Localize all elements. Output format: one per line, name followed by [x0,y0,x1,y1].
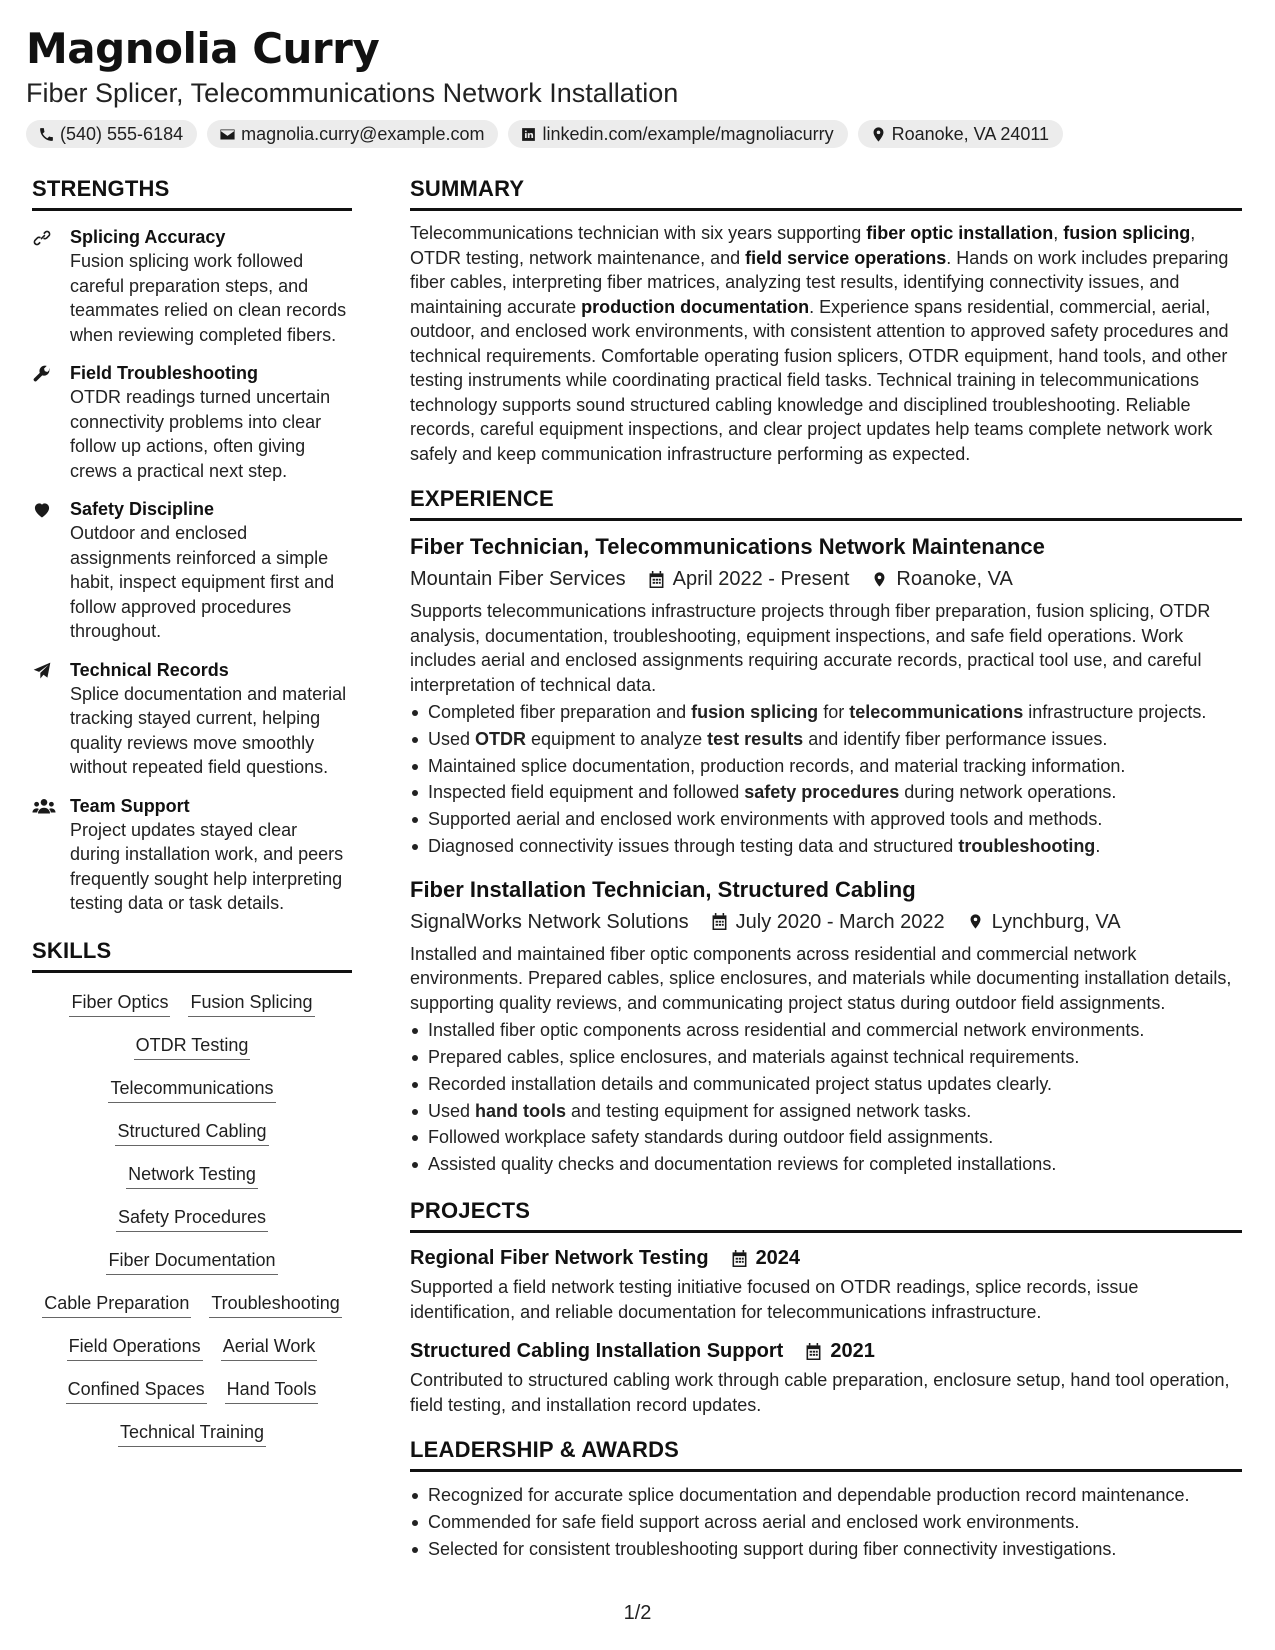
map-pin-icon [967,912,984,931]
job-description: Supports telecommunications infrastructure projects through fiber preparation, fusion splicing, OTDR analysis, documentation, troubleshooting, equipment inspections, and safe field operations. Work includes aerial and enclosed assignments requiring accurate records, practical tool use, and careful interpretation of technical data. [410,601,1211,695]
job-description: Installed and maintained fiber optic components across residential and commercial network environments. Prepared cables, splice enclosures, and materials while documenting installation details, supporting quality reviews, and communicating project status during outdoor field assignments. [410,943,1232,1013]
strength-item [32,225,352,347]
strength-item [32,361,352,483]
strength-title: Field Troubleshooting [70,363,258,383]
skill-tag: Structured Cabling [115,1120,268,1146]
skills-heading: SKILLS [32,938,352,973]
leadership-list [410,1482,1242,1562]
job-bullets [410,1017,1242,1178]
job-dates: April 2022 - Present [672,568,850,590]
body-text: Recorded installation details and communicated project status updates clearly. [428,1073,1053,1094]
calendar-icon [648,570,665,589]
list-item: Recognized for accurate splice documentation and dependable production record maintenance. [410,1482,1242,1509]
skill-tag: Technical Training [118,1421,266,1447]
body-text: and identify fiber performance issues. [803,728,1108,749]
body-text: Followed workplace safety standards during outdoor field assignments. [428,1127,994,1148]
project-title-row [410,1245,1242,1271]
job-company: Mountain Fiber Services [410,568,626,590]
skill-tag: Hand Tools [225,1378,319,1404]
strength-item [32,497,352,644]
strength-title: Splicing Accuracy [70,227,226,247]
skill-tag: Troubleshooting [209,1292,341,1318]
users-icon [32,797,56,817]
body-text: Maintained splice documentation, production records, and material tracking information. [428,755,1126,776]
project-description: Contributed to structured cabling work through cable preparation, enclosure setup, hand tool operation, field testing, and installation record updates. [410,1370,1230,1415]
paper-plane-icon [32,661,52,681]
list-item [410,1151,1242,1178]
skill-tag: Safety Procedures [116,1206,268,1232]
emphasis-text: fusion splicing [1063,223,1191,243]
list-item [410,753,1242,780]
experience-heading: EXPERIENCE [410,486,1242,521]
job-company: SignalWorks Network Solutions [410,910,689,933]
map-pin-icon [870,126,887,143]
list-item [410,833,1242,860]
linkedin-text: linkedin.com/example/magnoliacurry [542,123,834,144]
body-text: equipment to analyze [526,728,708,749]
page-number: 1/2 [623,1602,652,1624]
skills-list [32,991,352,1447]
right-column [410,176,1242,1562]
strength-title: Technical Records [70,659,229,680]
contact-bar [26,120,1256,148]
skill-tag: Field Operations [67,1335,203,1361]
projects-list [410,1245,1242,1417]
email-text: magnolia.curry@example.com [241,123,485,144]
strength-desc: OTDR readings turned uncertain connectivity problems into clear follow up actions, often giving crews a practical next step. [70,387,331,481]
body-text: Assisted quality checks and documentation reviews for completed installations. [428,1154,1057,1175]
candidate-name: Magnolia Curry [26,24,380,73]
skill-row [36,1292,348,1318]
emphasis-text: fiber optic installation [866,223,1054,243]
body-text: , [1053,223,1064,243]
skill-row [36,1421,348,1447]
strength-title: Team Support [70,795,190,816]
skill-tag: Fiber Documentation [106,1249,277,1275]
body-text: Telecommunications technician with six years supporting [410,223,867,243]
summary-heading: SUMMARY [410,176,1242,211]
resume-header [26,22,1256,148]
job-meta [410,908,1242,936]
candidate-title: Fiber Splicer, Telecommunications Network Installation [26,78,679,108]
skill-tag: Telecommunications [108,1077,275,1103]
phone-icon [38,126,55,143]
link-icon [32,228,52,248]
skill-row [36,1378,348,1404]
list-item [410,1124,1242,1151]
body-text: Completed fiber preparation and [428,702,692,722]
body-text: . Experience spans residential, commercial, aerial, outdoor, and enclosed work environments, with consistent attention to approved safety procedures and technical requirements. Comfortable operating fusion splicers, OTDR equipment, hand tools, and other testing instruments while coordinating practical field tasks. Technical training in telecommunications technology supports sound structured cabling knowledge and disciplined troubleshooting. Reliable records, careful equipment inspections, and clear project updates help teams complete network work safely and keep communication infrastructure performing as expected. [410,296,1229,464]
envelope-icon [219,126,236,143]
linkedin-icon [520,126,537,143]
body-text: Used [428,1100,476,1121]
body-text: . Hands on work includes preparing fiber cables, interpreting fiber matrices, analyzing test results, identifying connectivity issues, and maintaining accurate [410,247,1229,317]
emphasis-text: production documentation [581,296,810,317]
body-text: and testing equipment for assigned network tasks. [566,1100,972,1121]
list-item: Commended for safe field support across aerial and enclosed work environments. [410,1509,1242,1536]
strength-desc: Splice documentation and material tracking stayed current, helping quality reviews move smoothly without repeated field questions. [70,683,347,777]
job-entry [410,876,1242,1178]
strength-item [32,658,352,780]
body-text: infrastructure projects. [1023,702,1207,722]
skill-row [36,1249,348,1275]
strength-desc: Project updates stayed clear during installation work, and peers frequently sought help interpreting testing data or task details. [70,819,344,913]
list-item [410,699,1242,726]
emphasis-text: troubleshooting [958,835,1096,856]
project-title: Regional Fiber Network Testing [410,1247,709,1270]
calendar-icon [805,1342,822,1361]
emphasis-text: test results [707,728,804,749]
strength-desc: Outdoor and enclosed assignments reinforced a simple habit, inspect equipment first and follow approved procedures throughout. [70,523,335,641]
left-column [32,176,352,1447]
job-title: Fiber Installation Technician, Structured Cabling [410,876,916,902]
summary-paragraph [410,221,1242,466]
body-text: . [1095,835,1101,856]
emphasis-text: safety procedures [744,782,900,803]
job-location: Roanoke, VA [896,568,1013,590]
project-year: 2024 [755,1247,801,1270]
job-dates: July 2020 - March 2022 [735,910,945,933]
job-title: Fiber Technician, Telecommunications Network Maintenance [410,534,1045,559]
strength-title: Safety Discipline [70,499,215,519]
skill-tag: Aerial Work [221,1335,318,1361]
project-title-row [410,1338,1242,1364]
skill-row [36,1034,348,1060]
emphasis-text: fusion splicing [691,702,819,722]
project-entry [410,1245,1242,1324]
emphasis-text: hand tools [475,1100,567,1121]
body-text: during network operations. [899,782,1117,803]
job-bullets [410,699,1242,860]
strengths-heading: STRENGTHS [32,176,352,211]
body-text: Prepared cables, splice enclosures, and materials against technical requirements. [428,1047,1080,1068]
body-text: Inspected field equipment and followed [428,782,745,803]
emphasis-text: telecommunications [849,702,1024,722]
body-text: , OTDR testing, network maintenance, and [410,223,1196,268]
job-location: Lynchburg, VA [991,910,1121,933]
linkedin-chip[interactable] [508,120,847,148]
project-year: 2021 [830,1340,875,1363]
list-item [410,1044,1242,1071]
skill-tag: Fiber Optics [69,991,170,1017]
project-entry [410,1338,1242,1417]
heart-icon [32,500,52,520]
body-text: Installed fiber optic components across residential and commercial network environments. [428,1020,1145,1041]
emphasis-text: field service operations [745,247,947,268]
list-item [410,806,1242,833]
job-entry [410,533,1242,860]
phone-chip[interactable] [26,120,197,148]
project-title: Structured Cabling Installation Support [410,1340,784,1363]
body-text: Diagnosed connectivity issues through testing data and structured [428,835,959,856]
calendar-icon [711,912,728,931]
strength-desc: Fusion splicing work followed careful preparation steps, and teammates relied on clean records when reviewing completed fibers. [70,251,347,345]
skill-row [36,1163,348,1189]
skill-tag: Network Testing [126,1163,258,1189]
list-item [410,779,1242,806]
list-item [410,726,1242,753]
experience-list [410,533,1242,1178]
skill-row [36,1077,348,1103]
skill-tag: Cable Preparation [42,1292,191,1318]
emphasis-text: OTDR [475,728,527,749]
list-item [410,1071,1242,1098]
project-description: Supported a field network testing initiative focused on OTDR readings, splice records, issue identification, and reliable documentation for telecommunications infrastructure. [410,1277,1139,1322]
skill-row [36,991,348,1017]
location-chip[interactable] [858,120,1063,148]
skill-tag: OTDR Testing [134,1034,251,1060]
body-text: for [818,702,850,722]
body-text: Used [428,728,476,749]
skill-tag: Fusion Splicing [188,991,314,1017]
strength-item [32,794,352,916]
job-meta [410,565,1242,593]
list-item [410,1017,1242,1044]
email-chip[interactable] [207,120,498,148]
skill-tag: Confined Spaces [66,1378,207,1404]
skill-row [36,1206,348,1232]
list-item [410,1098,1242,1125]
phone-text: (540) 555-6184 [60,123,184,144]
projects-heading: PROJECTS [410,1198,1242,1233]
calendar-icon [731,1249,748,1268]
wrench-icon [32,364,52,384]
body-text: Supported aerial and enclosed work environments with approved tools and methods. [428,809,1103,830]
list-item: Selected for consistent troubleshooting support during fiber connectivity investigations. [410,1536,1242,1563]
leadership-heading: LEADERSHIP & AWARDS [410,1437,1242,1472]
skill-row [36,1120,348,1146]
map-pin-icon [871,570,888,589]
skill-row [36,1335,348,1361]
location-text: Roanoke, VA 24011 [891,123,1050,144]
